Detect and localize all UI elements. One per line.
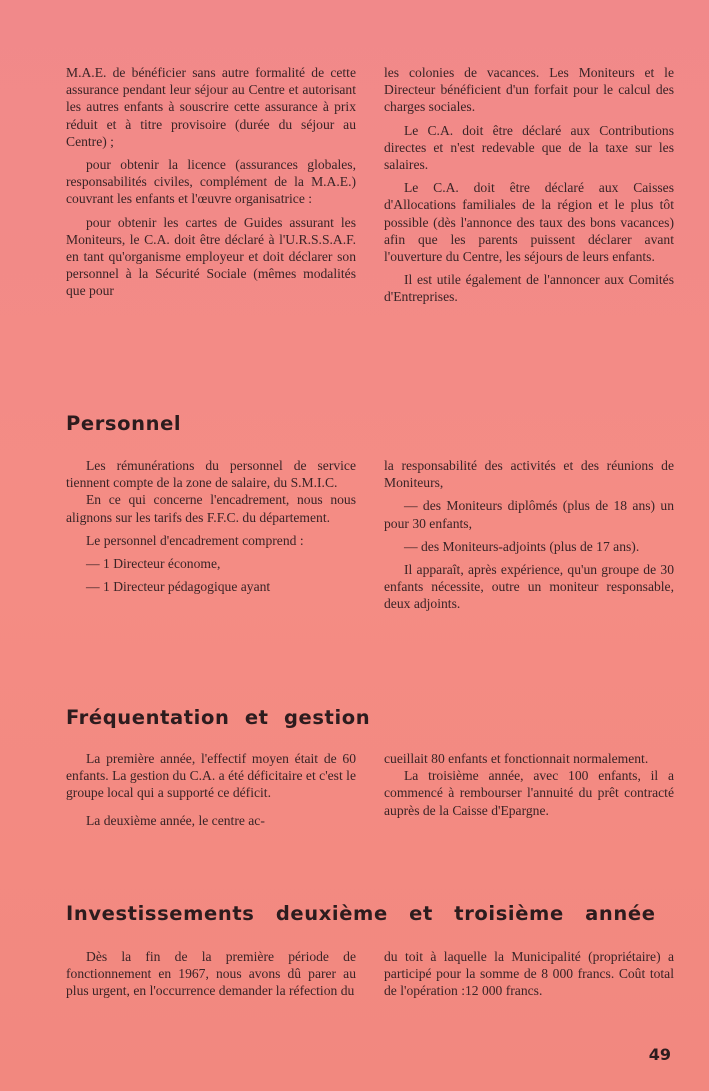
left-column [66, 948, 356, 1006]
heading-frequentation: Fréquentation et gestion [66, 706, 371, 729]
paragraph: Le personnel d'encadrement comprend : [86, 532, 304, 548]
right-column [384, 457, 674, 619]
paragraph: la responsabilité des activités et des réunions de Moniteurs, [384, 458, 674, 491]
list-item: — 1 Directeur pédagogique ayant [86, 579, 271, 595]
paragraph: En ce qui concerne l'encadrement, nous nous alignons sur les tarifs des F.F.C. du département. [66, 492, 356, 525]
paragraph: Le C.A. doit être déclaré aux Caisses d'Allocations familiales de la région et le plus tôt possible (dès l'annonce des taux des bons vacances) afin que les parents puissent déclarer avant l'ouverture du Centre, les séjours de leurs enfants. [384, 180, 674, 265]
section-frequentation [66, 750, 674, 835]
paragraph: Il apparaît, après expérience, qu'un groupe de 30 enfants nécessite, outre un moniteur responsable, deux adjoints. [384, 562, 674, 612]
paragraph: du toit à laquelle la Municipalité (propriétaire) a participé pour la somme de 8 000 francs. Coût total de l'opération :12 000 francs. [384, 949, 674, 999]
paragraph: pour obtenir la licence (assurances globales, responsabilités civiles, complément de la M.A.E.) couvrant les enfants et l'œuvre organisatrice : [66, 157, 356, 207]
left-column [66, 64, 356, 312]
list-item: — des Moniteurs diplômés (plus de 18 ans) un pour 30 enfants, [384, 498, 674, 531]
heading-personnel: Personnel [66, 412, 182, 435]
right-column [384, 750, 674, 835]
paragraph: Dès la fin de la première période de fonctionnement en 1967, nous avons dû parer au plus urgent, en l'occurrence demander la réfection du [66, 949, 356, 999]
paragraph: M.A.E. de bénéficier sans autre formalité de cette assurance pendant leur séjour au Centre et autorisant les autres enfants à souscrire cette assurance à prix réduit et à titre provisoire (durée du séjour au Centre) ; [66, 65, 356, 149]
right-column [384, 948, 674, 1006]
paragraph: Il est utile également de l'annoncer aux Comités d'Entreprises. [384, 272, 674, 305]
paragraph: La première année, l'effectif moyen était de 60 enfants. La gestion du C.A. a été déficitaire et c'est le groupe local qui a supporté ce déficit. [66, 751, 356, 801]
paragraph: Le C.A. doit être déclaré aux Contributions directes et n'est redevable que de la taxe sur les salaires. [384, 122, 674, 173]
section-investissements [66, 948, 674, 1006]
section-personnel [66, 457, 674, 619]
left-column [66, 457, 356, 619]
section-insurance [66, 64, 674, 312]
right-column [384, 64, 674, 312]
list-item: — 1 Directeur économe, [86, 556, 221, 572]
paragraph: Les rémunérations du personnel de service tiennent compte de la zone de salaire, du S.M.I.C. [66, 458, 356, 491]
paragraph: pour obtenir les cartes de Guides assurant les Moniteurs, le C.A. doit être déclaré à l'U.R.S.S.A.F. en tant qu'organisme employeur et doit déclarer son personnel à la Sécurité Sociale (mêmes modalités que pour [66, 214, 356, 299]
paragraph: La deuxième année, le centre ac- [86, 812, 265, 828]
paragraph: cueillait 80 enfants et fonctionnait normalement. [384, 751, 649, 766]
paragraph: les colonies de vacances. Les Moniteurs et le Directeur bénéficient d'un forfait pour le calcul des charges sociales. [384, 65, 674, 115]
paragraph: La troisième année, avec 100 enfants, il a commencé à rembourser l'annuité du prêt contracté auprès de la Caisse d'Epargne. [384, 768, 674, 818]
heading-investissements: Investissements deuxième et troisième année [66, 902, 656, 925]
list-item: — des Moniteurs-adjoints (plus de 17 ans). [404, 538, 640, 554]
page-number: 49 [648, 1045, 671, 1064]
left-column [66, 750, 356, 835]
